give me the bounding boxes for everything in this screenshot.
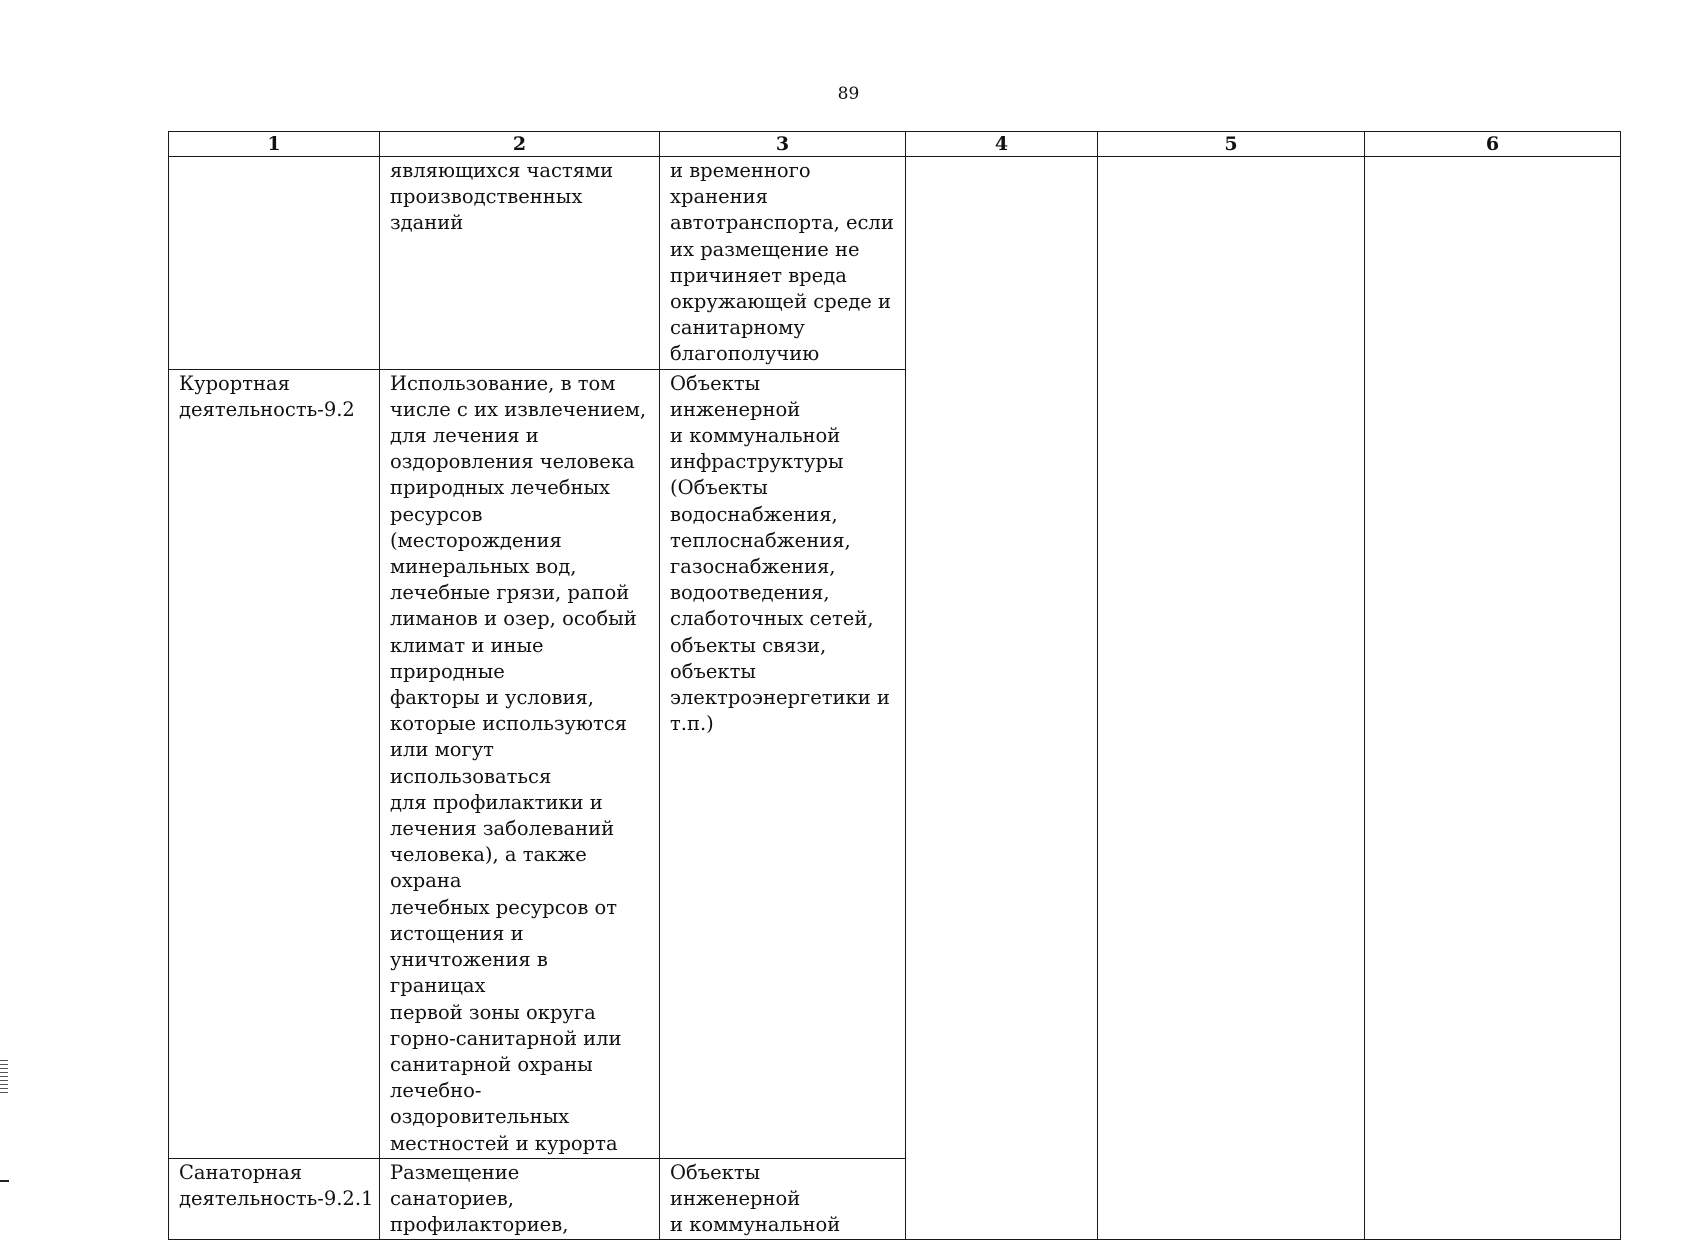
row-2-objects: Объекты инженерной и коммунальной инфраструктуры (Объекты водоснабжения, теплоснабжения, газоснабжения, водоотведения, слаботочных сетей, объекты связи, объекты электроэнергетики и т.п.) [660, 369, 906, 1158]
page-number: 89 [837, 84, 860, 104]
row-2-description: Использование, в том числе с их извлечением, для лечения и оздоровления человека природных лечебных ресурсов (месторождения минеральных вод, лечебные грязи, рапой лиманов и озер, особый климат и иные природные факторы и условия, которые используются или могут использоваться для профилактики и лечения заболеваний человека), а также охрана лечебных ресурсов от истощения и уничтожения в границах первой зоны округа горно-санитарной или санитарной охраны лечебно-оздоровительных местностей и курорта [380, 369, 660, 1158]
column-4-cell [906, 157, 1098, 1240]
column-header-4: 4 [906, 132, 1098, 157]
row-1-objects: и временного хранения автотранспорта, если их размещение не причиняет вреда окружающей среде и санитарному благополучию [660, 157, 906, 370]
table-header-row [169, 132, 1621, 157]
row-2-use-type: Курортная деятельность-9.2 [169, 369, 380, 1158]
scan-edge-dash [0, 1180, 9, 1182]
zoning-table [168, 131, 1621, 1240]
table-row [169, 157, 1621, 370]
column-header-5: 5 [1098, 132, 1365, 157]
column-header-3: 3 [660, 132, 906, 157]
row-3-use-type: Санаторная деятельность-9.2.1 [169, 1158, 380, 1240]
column-5-cell [1098, 157, 1365, 1240]
column-header-6: 6 [1365, 132, 1621, 157]
column-header-2: 2 [380, 132, 660, 157]
row-3-objects: Объекты инженерной и коммунальной [660, 1158, 906, 1240]
column-header-1: 1 [169, 132, 380, 157]
row-3-description: Размещение санаториев, профилакториев, [380, 1158, 660, 1240]
row-1-description: являющихся частями производственных зданий [380, 157, 660, 370]
scan-edge-marks [0, 1060, 10, 1096]
row-1-use-type [169, 157, 380, 370]
column-6-cell [1365, 157, 1621, 1240]
